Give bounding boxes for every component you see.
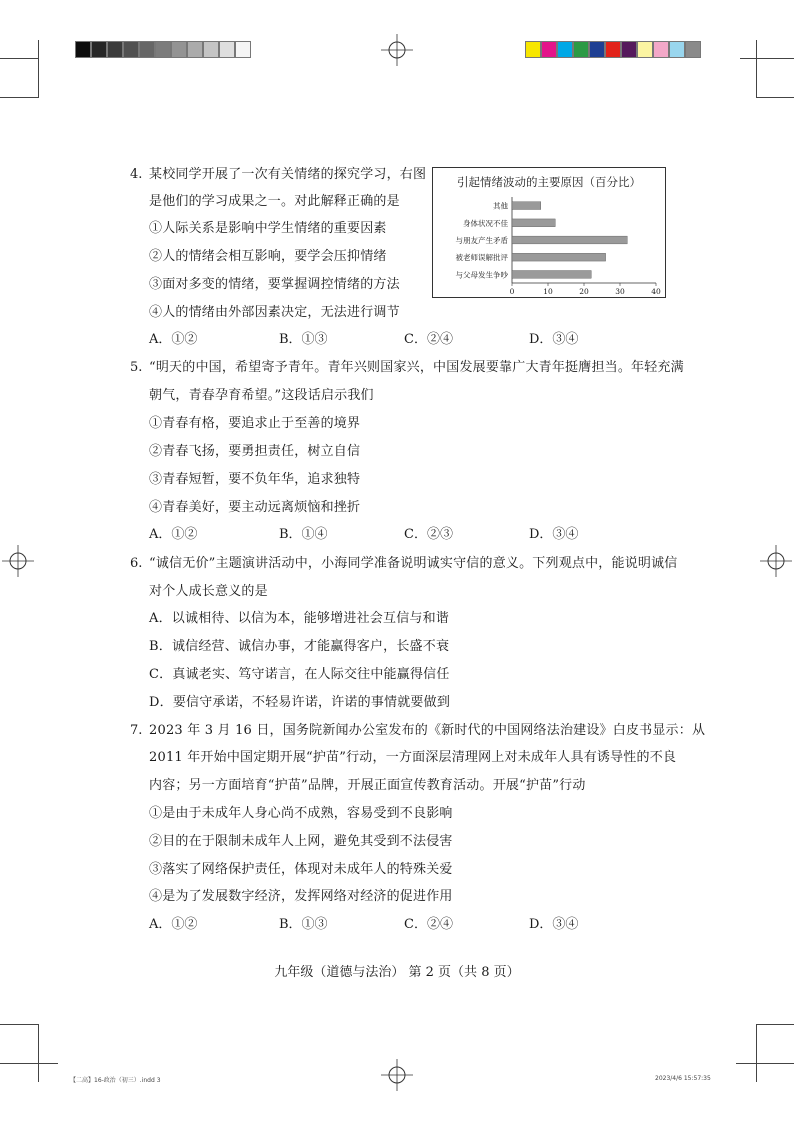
color-swatch xyxy=(605,41,621,58)
chart-title: 引起情绪波动的主要原因（百分比） xyxy=(457,175,641,189)
question-7-number: 7. xyxy=(130,723,143,738)
option-a[interactable]: A．①② xyxy=(149,527,198,542)
bar xyxy=(512,202,541,210)
category-label: 与父母发生争吵 xyxy=(455,270,508,280)
gray-swatch xyxy=(203,41,219,58)
crop-mark xyxy=(756,1024,757,1082)
question-4-statement-4: ④人的情绪由外部因素决定，无法进行调节 xyxy=(149,305,400,320)
option-b[interactable]: B．①③ xyxy=(279,332,328,347)
question-6-option-b[interactable]: B．诚信经营、诚信办事，才能赢得客户，长盛不衰 xyxy=(149,639,450,654)
question-4-stem-line-2: 是他们的学习成果之一。对此解释正确的是 xyxy=(149,194,400,209)
question-4-options xyxy=(149,332,609,348)
category-label: 其他 xyxy=(493,201,508,211)
category-label: 与朋友产生矛盾 xyxy=(455,236,508,245)
x-tick-label: 0 xyxy=(509,287,515,296)
registration-mark-bottom xyxy=(381,1059,413,1091)
question-7-options xyxy=(149,917,609,933)
crop-mark xyxy=(736,1063,794,1064)
option-d[interactable]: D．③④ xyxy=(529,332,579,347)
crop-mark xyxy=(0,58,38,59)
file-slug: 【二高】16-政治（初三）.indd 3 xyxy=(70,1077,161,1084)
registration-mark-left xyxy=(2,545,34,577)
gray-swatch xyxy=(107,41,123,58)
gray-swatch xyxy=(219,41,235,58)
color-swatch xyxy=(685,41,701,58)
gray-swatch xyxy=(155,41,171,58)
option-d[interactable]: D．③④ xyxy=(529,527,579,542)
question-4-statement-3: ③面对多变的情绪，要掌握调控情绪的方法 xyxy=(149,277,400,292)
gray-swatch xyxy=(75,41,91,58)
question-5-statement-3: ③青春短暂，要不负年华，追求独特 xyxy=(149,472,361,487)
question-6-number: 6. xyxy=(130,556,143,571)
question-4-statement-1: ①人际关系是影响中学生情绪的重要因素 xyxy=(149,221,387,236)
option-b[interactable]: B．①③ xyxy=(279,917,328,932)
x-tick-label: 40 xyxy=(651,287,661,296)
x-tick-label: 10 xyxy=(543,287,553,296)
crop-mark xyxy=(0,97,38,98)
timestamp-slug: 2023/4/6 15:57:35 xyxy=(655,1075,711,1082)
color-swatch xyxy=(573,41,589,58)
gray-swatch xyxy=(187,41,203,58)
option-a[interactable]: A．①② xyxy=(149,332,198,347)
bar xyxy=(512,219,555,227)
question-7-statement-1: ①是由于未成年人身心尚不成熟，容易受到不良影响 xyxy=(149,806,453,821)
crop-mark xyxy=(38,40,39,98)
chart-canvas xyxy=(433,168,665,297)
crop-mark xyxy=(757,97,794,98)
question-4-number: 4. xyxy=(130,167,143,182)
cmyk-color-bar xyxy=(525,41,701,58)
question-5-stem-line-2: 朝气，青春孕育希望。”这段话启示我们 xyxy=(149,388,374,403)
page-footer: 九年级（道德与法治） 第 2 页（共 8 页） xyxy=(274,965,520,980)
question-7-statement-4: ④是为了发展数字经济，发挥网络对经济的促进作用 xyxy=(149,889,453,904)
question-7-statement-2: ②目的在于限制未成年人上网，避免其受到不法侵害 xyxy=(149,834,453,849)
color-swatch xyxy=(589,41,605,58)
question-5-options xyxy=(149,527,609,543)
color-swatch xyxy=(557,41,573,58)
gray-swatch xyxy=(235,41,251,58)
question-5-number: 5. xyxy=(130,360,143,375)
question-7-stem-line-2: 2011 年开始中国定期开展“护苗”行动，一方面深层清理网上对未成年人具有诱导性的不良 xyxy=(149,750,677,765)
x-tick-label: 20 xyxy=(579,287,589,296)
crop-mark xyxy=(740,58,794,59)
crop-mark xyxy=(38,1024,39,1082)
color-swatch xyxy=(621,41,637,58)
registration-mark-right xyxy=(760,545,792,577)
question-6-option-c[interactable]: C．真诚老实、笃守诺言，在人际交往中能赢得信任 xyxy=(149,667,450,682)
registration-mark-top xyxy=(381,34,413,66)
question-5-statement-1: ①青春有格，要追求止于至善的境界 xyxy=(149,416,361,431)
option-c[interactable]: C．②④ xyxy=(404,332,453,347)
question-6-option-d[interactable]: D．要信守承诺，不轻易许诺，许诺的事情就要做到 xyxy=(149,695,451,710)
question-6-stem-line-2: 对个人成长意义的是 xyxy=(149,584,268,599)
gray-swatch xyxy=(91,41,107,58)
question-4-statement-2: ②人的情绪会相互影响，要学会压抑情绪 xyxy=(149,249,387,264)
option-d[interactable]: D．③④ xyxy=(529,917,579,932)
gray-color-bar xyxy=(75,41,251,58)
question-6-option-a[interactable]: A．以诚相待、以信为本，能够增进社会互信与和谐 xyxy=(149,611,449,626)
question-5-stem-line-1: “明天的中国，希望寄予青年。青年兴则国家兴，中国发展要靠广大青年挺膺担当。年轻充满 xyxy=(149,360,684,375)
question-7-stem-line-3: 内容；另一方面培育“护苗”品牌，开展正面宣传教育活动。开展“护苗”行动 xyxy=(149,778,586,793)
option-c[interactable]: C．②③ xyxy=(404,527,453,542)
x-tick-label: 30 xyxy=(615,287,625,296)
crop-mark xyxy=(756,40,757,98)
color-swatch xyxy=(653,41,669,58)
option-c[interactable]: C．②④ xyxy=(404,917,453,932)
color-swatch xyxy=(541,41,557,58)
bar xyxy=(512,236,627,244)
category-label: 被老师误解批评 xyxy=(455,253,508,263)
question-5-statement-2: ②青春飞扬，要勇担责任，树立自信 xyxy=(149,444,361,459)
crop-mark xyxy=(0,1024,38,1025)
question-7-statement-3: ③落实了网络保护责任，体现对未成年人的特殊关爱 xyxy=(149,862,453,877)
question-4-stem-line-1: 某校同学开展了一次有关情绪的探究学习，右图 xyxy=(149,167,427,182)
gray-swatch xyxy=(139,41,155,58)
emotion-causes-chart xyxy=(432,167,666,298)
color-swatch xyxy=(525,41,541,58)
option-b[interactable]: B．①④ xyxy=(279,527,328,542)
color-swatch xyxy=(669,41,685,58)
color-swatch xyxy=(637,41,653,58)
crop-mark xyxy=(757,1024,794,1025)
bar xyxy=(512,253,606,261)
gray-swatch xyxy=(171,41,187,58)
option-a[interactable]: A．①② xyxy=(149,917,198,932)
question-7-stem-line-1: 2023 年 3 月 16 日，国务院新闻办公室发布的《新时代的中国网络法治建设》白皮书显示：从 xyxy=(149,723,706,738)
crop-mark xyxy=(0,1063,58,1064)
question-6-stem-line-1: “诚信无价”主题演讲活动中，小海同学准备说明诚实守信的意义。下列观点中，能说明诚信 xyxy=(149,556,678,571)
gray-swatch xyxy=(123,41,139,58)
bar xyxy=(512,271,591,279)
question-5-statement-4: ④青春美好，要主动远离烦恼和挫折 xyxy=(149,500,361,515)
category-label: 身体状况不佳 xyxy=(463,218,508,228)
